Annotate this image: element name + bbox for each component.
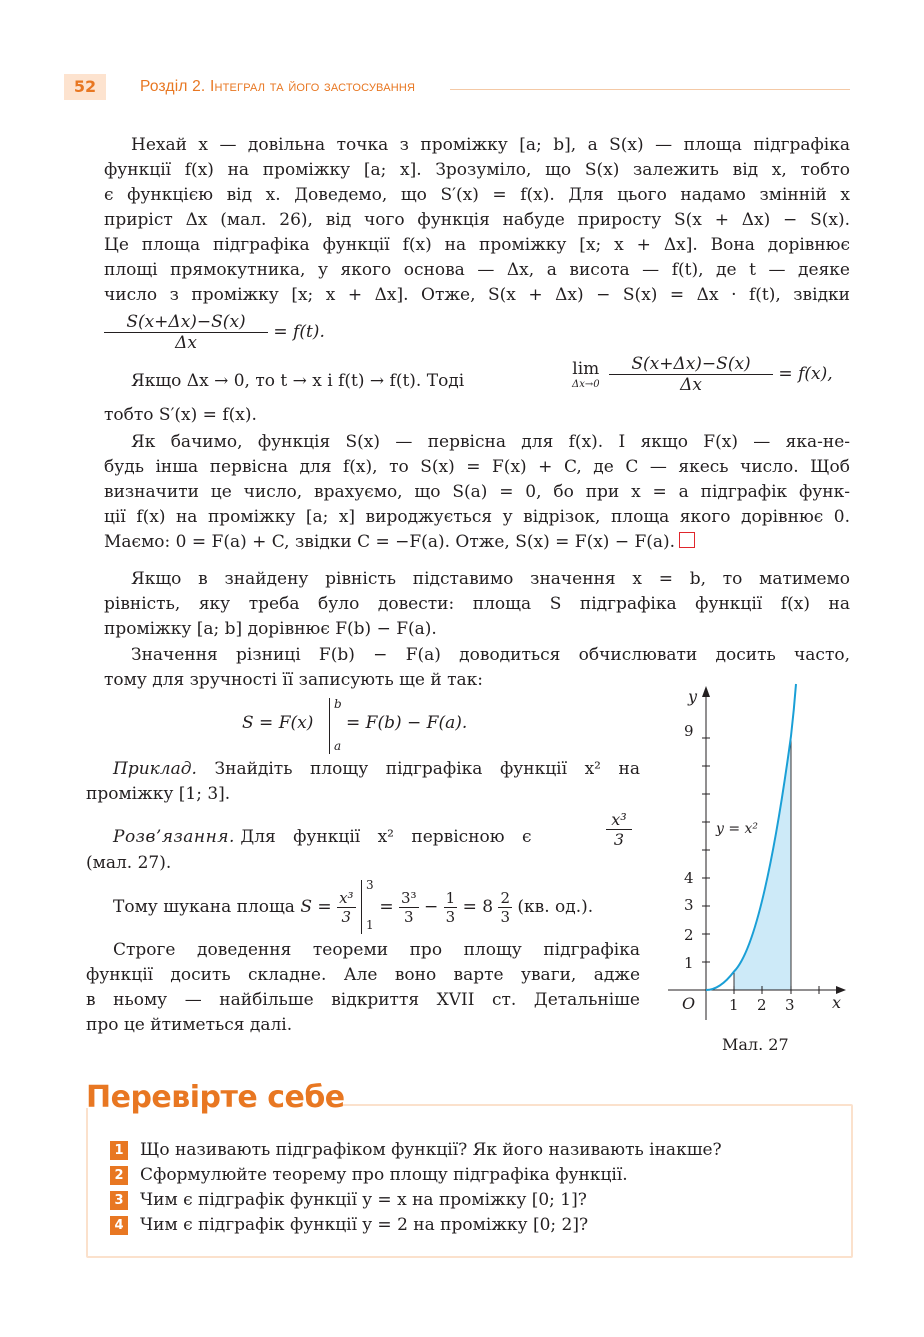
equation-limit: lim Δx→0 $\frac{S(x+\Delta x)-S(x)}{\Delta x}$ = f(x), xyxy=(572,354,833,395)
x-axis-label: x xyxy=(832,993,842,1012)
text-line: Маємо: 0 = F(a) + C, звідки C = −F(a). Отже, S(x) = F(x) − F(a). xyxy=(104,530,850,555)
question-number-badge: 1 xyxy=(110,1141,128,1160)
text-line: функції досить складне. Але воно варте уваги, адже xyxy=(86,965,640,985)
y-tick-label: 3 xyxy=(684,896,694,914)
question-item: 3 Чим є підграфік функції y = x на проміжку [0; 1]? xyxy=(110,1188,587,1212)
text-line: Значення різниці F(b) − F(a) доводиться обчислювати досить часто, xyxy=(131,645,850,665)
running-header xyxy=(140,78,415,96)
text-line: рівність, яку треба було довести: площа S підграфіка функції f(x) на xyxy=(104,594,850,614)
self-check-title: Перевірте себе xyxy=(86,1080,345,1115)
question-number-badge: 2 xyxy=(110,1166,128,1185)
x-tick-label: 2 xyxy=(757,996,767,1014)
y-tick-label: 9 xyxy=(684,722,694,740)
text-line: (мал. 27). xyxy=(86,853,172,873)
question-item: 2 Сформулюйте теорему про площу підграфіка функції. xyxy=(110,1163,628,1187)
text-line: про це йтиметься далі. xyxy=(86,1015,293,1035)
upper-limit: b xyxy=(334,697,342,711)
equation-difference-quotient: $\frac{S(x+\Delta x)-S(x)}{\Delta x}$ = f(t). xyxy=(104,312,325,353)
equation-rhs: = F(b) − F(a). xyxy=(346,713,468,733)
question-number-badge: 3 xyxy=(110,1191,128,1210)
text-line: Як бачимо, функція S(x) — первісна для f(x). І якщо F(x) — яка-не- xyxy=(131,432,850,452)
text-line: тобто S′(x) = f(x). xyxy=(104,405,257,425)
text-line: Строге доведення теореми про площу підграфіка xyxy=(113,940,640,960)
y-tick-label: 2 xyxy=(684,926,694,944)
evaluation-bar xyxy=(329,698,330,754)
solution-fraction: $\frac{\text{x³}}{3}$ xyxy=(606,810,632,849)
limit-text: Якщо Δx → 0, то t → x і f(t) → f(t). Тоді xyxy=(131,371,465,391)
equation-newton-leibniz: S = F(x) xyxy=(242,713,314,733)
y-tick-label: 1 xyxy=(684,954,694,972)
shaded-area xyxy=(734,736,791,990)
section-title: Інтеграл та його застосування xyxy=(209,78,416,95)
text-line: Це площа підграфіка функції f(x) на проміжку [x; x + Δx]. Вона дорівнює xyxy=(104,235,850,255)
text-line: Нехай x — довільна точка з проміжку [a; b], а S(x) — площа підграфіка xyxy=(131,135,850,155)
y-axis-arrow-icon xyxy=(702,686,710,697)
text-line: функції f(x) на проміжку [a; x]. Зрозуміло, що S(x) залежить від x, тобто xyxy=(104,160,850,180)
y-tick-label: 4 xyxy=(684,869,694,887)
text-line: Якщо в знайдену рівність підставимо значення x = b, то матимемо xyxy=(131,569,850,589)
fraction: $\frac{S(x+\Delta x)-S(x)}{\Delta x}$ xyxy=(609,354,773,395)
figure-caption: Мал. 27 xyxy=(722,1035,789,1054)
x-tick-label: 3 xyxy=(785,996,795,1014)
text-line: площі прямокутника, у якого основа — Δx, а висота — f(t), де t — деяке xyxy=(104,260,850,280)
page-number: 52 xyxy=(64,74,106,100)
text-line: ції f(x) на проміжку [a; x] вироджується у відрізок, площа якого дорівнює 0. xyxy=(104,507,850,527)
question-number-badge: 4 xyxy=(110,1216,128,1235)
qed-square-icon xyxy=(679,532,695,548)
example-line: Приклад. Знайдіть площу підграфіка функції x² на xyxy=(113,759,641,779)
header-rule xyxy=(450,89,850,90)
lower-limit: a xyxy=(334,739,342,753)
area-computation: Тому шукана площа S = $\frac{\text{x³}}{3}$ 3 1 = $\frac{\text{3³}}{3}$ − $\frac{1}{3}$ = 8 $\frac{2}{3}$ (кв. од.). xyxy=(113,878,594,932)
text-line: проміжку [1; 3]. xyxy=(86,784,231,804)
origin-label: O xyxy=(682,994,696,1013)
text-line: будь інша первісна для f(x), то S(x) = F(x) + C, де C — якесь число. Щоб xyxy=(104,457,850,477)
text-line: проміжку [a; b] дорівнює F(b) − F(a). xyxy=(104,619,437,639)
section-label: Розділ 2. xyxy=(140,78,206,95)
text-line: є функцією від x. Доведемо, що S′(x) = f(x). Для цього надамо змінній x xyxy=(104,185,850,205)
question-item: 4 Чим є підграфік функції y = 2 на проміжку [0; 2]? xyxy=(110,1213,588,1237)
text-line: число з проміжку [x; x + Δx]. Отже, S(x + Δx) − S(x) = Δx · f(t), звідки xyxy=(104,285,850,305)
question-item: 1 Що називають підграфіком функції? Як його називають інакше? xyxy=(110,1138,722,1162)
parabola-figure xyxy=(660,680,860,1030)
fraction: $\frac{S(x+\Delta x)-S(x)}{\Delta x}$ xyxy=(104,312,268,353)
text-line: приріст Δx (мал. 26), від чого функція набуде приросту S(x + Δx) − S(x). xyxy=(104,210,850,230)
x-tick-label: 1 xyxy=(729,996,739,1014)
y-axis-label: y xyxy=(688,687,698,706)
curve-label: y = x² xyxy=(716,821,759,837)
solution-line: Розв’язання. Для функції x² первісною є xyxy=(113,827,532,847)
text-line: визначити це число, врахуємо, що S(a) = 0, бо при x = a підграфік функ- xyxy=(104,482,850,502)
text-line: тому для зручності її записують ще й так: xyxy=(104,670,484,690)
text-line: в ньому — найбільше відкриття XVII ст. Детальніше xyxy=(86,990,640,1010)
